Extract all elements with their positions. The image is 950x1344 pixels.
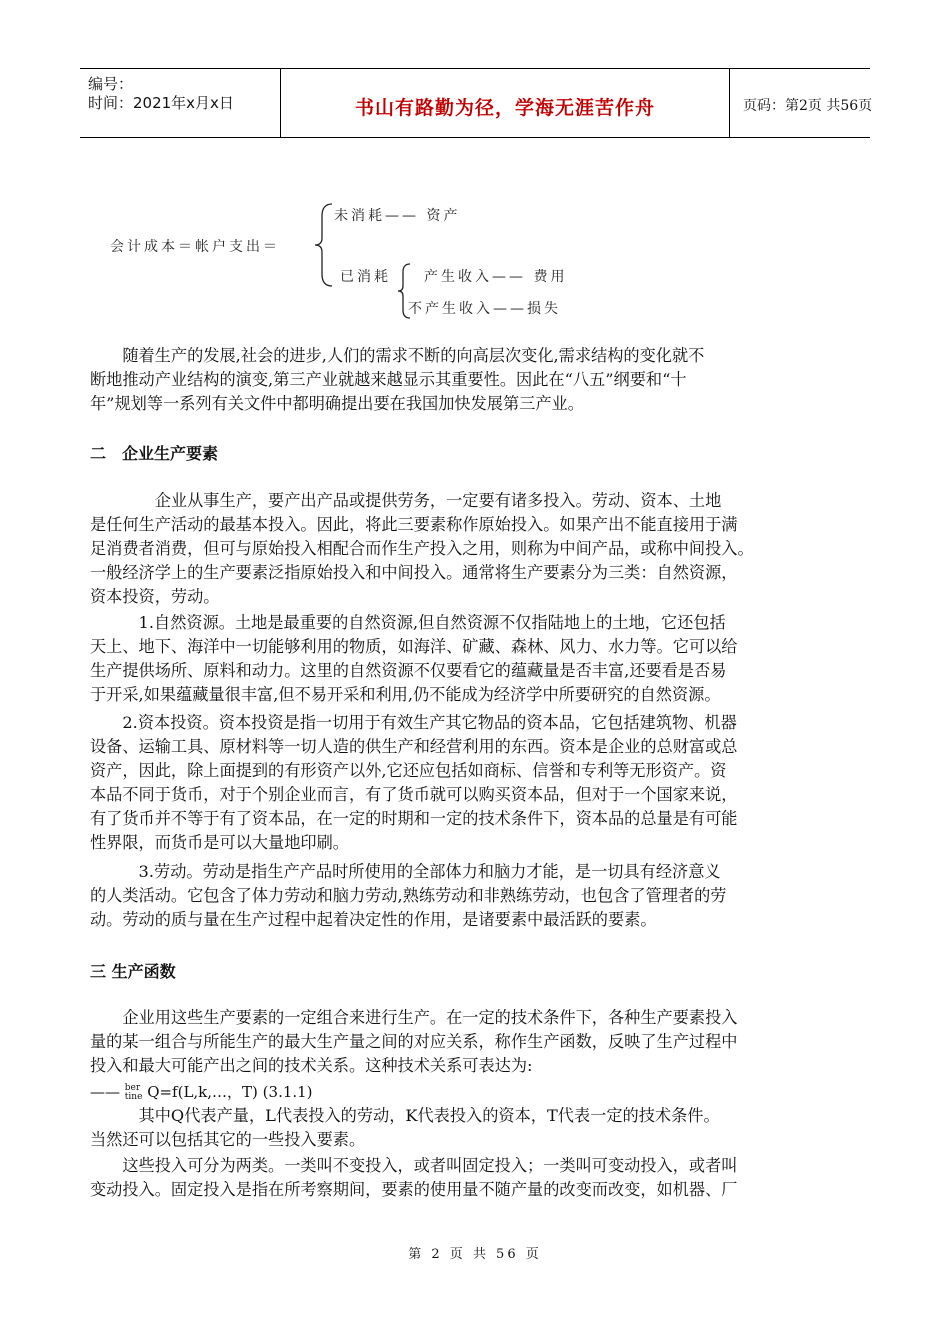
paragraph-labor (90, 860, 860, 932)
text-line: 量的某一组合与所能生产的最大生产量之间的对应关系，称作生产函数，反映了生产过程中 (90, 1032, 738, 1051)
formula-expression: Q=f(L,k,…，T) (3.1.1) (147, 1083, 313, 1101)
formula-sub-top: ber (124, 1083, 141, 1093)
header-motto: 书山有路勤为径，学海无涯苦作舟 (354, 97, 655, 119)
paragraph-variable-definitions (90, 1104, 860, 1152)
text-line: 动。劳动的质与量在生产过程中起着决定性的作用，是诸要素中最活跃的要素。 (90, 910, 657, 929)
paragraph-fixed-variable-inputs (90, 1154, 860, 1202)
text-line: 是任何生产活动的最基本投入。因此，将此三要素称作原始投入。如果产出不能直接用于满 (90, 515, 738, 534)
text-line: 有了货币并不等于有了资本品，在一定的时期和一定的技术条件下，资本品的总量是有可能 (90, 809, 738, 828)
text-line: 变动投入。固定投入是指在所考察期间，要素的使用量不随产量的改变而改变，如机器、厂 (90, 1180, 738, 1199)
date-label: 时间：2021年x月x日 (88, 94, 234, 112)
formula-prefix: —— (90, 1083, 120, 1101)
header-page-cell (731, 69, 873, 137)
document-number-label: 编号： (88, 75, 134, 93)
text-line: 年”规划等一系列有关文件中都明确提出要在我国加快发展第三产业。 (90, 394, 584, 413)
header-left-cell (80, 69, 281, 137)
paragraph-production-function (90, 1006, 860, 1078)
text-line: 生产提供场所、原料和动力。这里的自然资源不仅要看它的蕴藏量是否丰富,还要看是否易 (90, 661, 727, 680)
formula-subscript (125, 1084, 143, 1102)
production-function-formula (90, 1081, 313, 1102)
text-line: 1.自然资源。土地是最重要的自然资源,但自然资源不仅指陆地上的土地，它还包括 (90, 613, 726, 632)
text-line: 天上、地下、海洋中一切能够利用的物质，如海洋、矿藏、森林、风力、水力等。它可以给 (90, 637, 738, 656)
text-line: 足消费者消费，但可与原始投入相配合而作生产投入之用，则称为中间产品，或称中间投入。 (90, 539, 754, 558)
text-line: 断地推动产业结构的演变,第三产业就越来越显示其重要性。因此在“八五”纲要和“十 (90, 370, 687, 389)
section-heading-production-factors: 二 企业生产要素 (90, 444, 219, 463)
paragraph-tertiary-industry (90, 344, 860, 416)
text-line: 2.资本投资。资本投资是指一切用于有效生产其它物品的资本品，它包括建筑物、机器 (90, 713, 737, 732)
text-line: 当然还可以包括其它的一些投入要素。 (90, 1130, 366, 1149)
text-line: 的人类活动。它包含了体力劳动和脑力劳动,熟练劳动和非熟练劳动，也包含了管理者的劳 (90, 886, 727, 905)
text-line: 随着生产的发展,社会的进步,人们的需求不断的向高层次变化,需求结构的变化就不 (90, 346, 705, 365)
section-heading-production-function: 三 生产函数 (90, 962, 176, 981)
paragraph-inputs (90, 489, 860, 609)
diagram-consumed: 已消耗 (340, 269, 391, 285)
diagram-revenue: 产生收入—— 费用 (424, 269, 568, 285)
text-line: 这些投入可分为两类。一类叫不变投入，或者叫固定投入；一类叫可变动投入，或者叫 (90, 1156, 738, 1175)
text-line: 3.劳动。劳动是指生产产品时所使用的全部体力和脑力才能，是一切具有经济意义 (90, 862, 721, 881)
paragraph-natural-resources (90, 611, 860, 707)
text-line: 于开采,如果蕴藏量很丰富,但不易开采和利用,仍不能成为经济学中所要研究的自然资源。 (90, 685, 721, 704)
header-motto-cell (281, 69, 730, 137)
text-line: 一般经济学上的生产要素泛指原始投入和中间投入。通常将生产要素分为三类：自然资源， (90, 563, 738, 582)
page-header (80, 68, 873, 138)
text-line: 本品不同于货币，对于个别企业而言，有了货币就可以购买资本品，但对于一个国家来说， (90, 785, 738, 804)
diagram-brace-large (312, 202, 334, 288)
diagram-unconsumed: 未消耗—— 资产 (334, 208, 461, 224)
formula-sub-bottom: tine (124, 1092, 143, 1102)
text-line: 性界限，而货币是可以大量地印刷。 (90, 833, 349, 852)
text-line: 投入和最大可能产出之间的技术关系。这种技术关系可表达为: (90, 1056, 533, 1075)
page-footer: 第 2 页 共 56 页 (408, 1247, 542, 1262)
text-line: 企业用这些生产要素的一定组合来进行生产。在一定的技术条件下，各种生产要素投入 (90, 1008, 738, 1027)
diagram-no-revenue: 不产生收入——损失 (408, 301, 561, 317)
text-line: 其中Q代表产量，L代表投入的劳动，K代表投入的资本，T代表一定的技术条件。 (90, 1106, 720, 1125)
text-line: 资本投资，劳动。 (90, 587, 220, 606)
diagram-left-label: 会计成本＝帐户支出＝ (110, 239, 280, 255)
text-line: 企业从事生产，要产出产品或提供劳务，一定要有诸多投入。劳动、资本、土地 (90, 491, 722, 510)
text-line: 设备、运输工具、原材料等一切人造的供生产和经营利用的东西。资本是企业的总财富或总 (90, 737, 738, 756)
paragraph-capital (90, 711, 860, 855)
text-line: 资产，因此，除上面提到的有形资产以外,它还应包括如商标、信誉和专利等无形资产。资 (90, 761, 727, 780)
header-page-number: 页码：第2页 共56页 (743, 98, 873, 114)
